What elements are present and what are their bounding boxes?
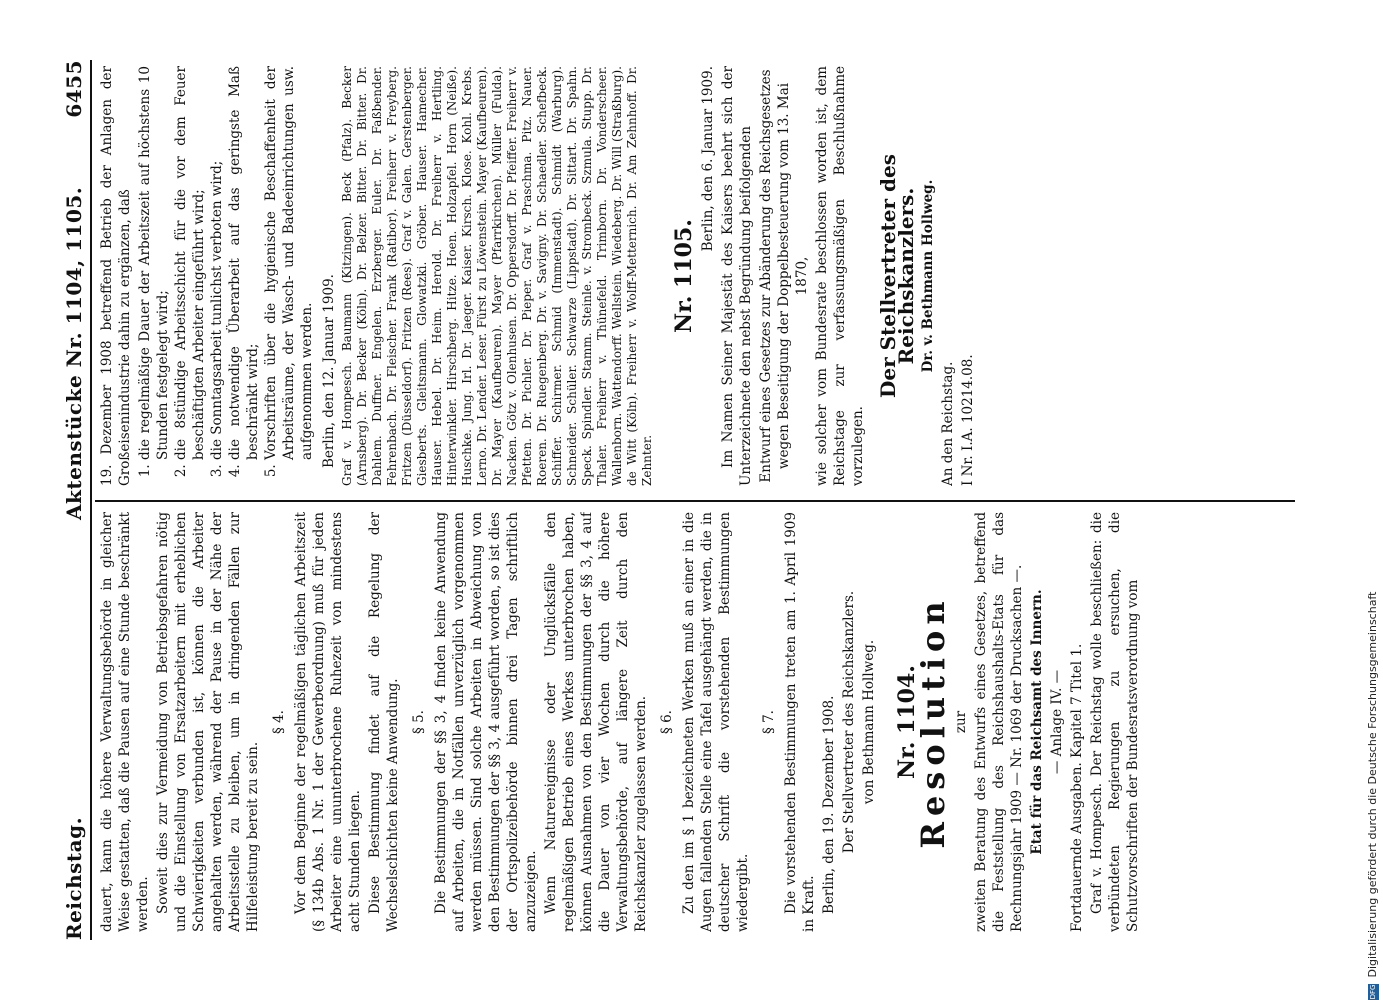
section-heading: § 5. xyxy=(411,710,427,734)
paragraph: Vor dem Beginne der regelmäßigen täglichen Arbeitszeit (§ 134b Abs. 1 Nr. 1 der Gewerbeordnung) muß für jeden Arbeiter eine ununterbrochene Ruhezeit von mindestens acht Stunden liegen. xyxy=(293,512,363,932)
left-column xyxy=(98,512,1288,932)
section-heading: § 7. xyxy=(761,710,777,734)
date-line: Berlin, den 12. Januar 1909. xyxy=(321,274,337,468)
list-item: 3. die Sonntagsarbeit tunlichst verboten wird; xyxy=(208,66,226,460)
paragraph: Wenn Naturereignisse oder Unglücksfälle den regelmäßigen Betrieb eines Werkes unterbrochen haben, können Ausnahmen von den Bestimmungen der §§ 3, 4 auf die Dauer von vier Wochen durch die höhere Verwaltungsbehörde, auf längere Zeit durch den Reichskanzler zugelassen werden. xyxy=(543,512,649,932)
footer-note xyxy=(1366,0,1379,1000)
signature-name: Dr. v. Bethmann Hollweg. xyxy=(920,179,936,373)
paragraph: Die Bestimmungen der §§ 3, 4 finden keine Anwendung auf Arbeiten, die in Notfällen unverzüglich vorgenommen werden müssen. Sind solche Arbeiten in Abweichung von den Bestimmungen der §§ 3, 4 ausgeführt worden, so ist dies der Ortspolizeibehörde binnen drei Tagen schriftlich anzuzeigen. xyxy=(433,512,539,932)
header-title: Aktenstücke Nr. 1104, 1105. xyxy=(62,186,86,520)
signature-name: von Bethmann Hollweg. xyxy=(861,639,877,805)
resolution-heading: Resolution xyxy=(914,595,952,849)
date-line: Berlin, den 19. Dezember 1908. xyxy=(821,695,837,914)
draft-title: Entwurf eines Gesetzes zur Abänderung des Reichsgesetzes wegen Beseitigung der Doppelbesteuerung vom 13. Mai 1870, xyxy=(758,69,810,483)
paragraph: Im Namen Seiner Majestät des Kaisers beehrt sich der Unterzeichnete den nebst Begründung beifolgenden xyxy=(720,66,754,486)
paragraph: wie solcher vom Bundesrate beschlossen worden ist, dem Reichstage zur verfassungsmäßigen Beschlußnahme vorzulegen. xyxy=(814,66,866,486)
date-line: Berlin, den 6. Januar 1909. xyxy=(700,66,716,252)
signers-list: Graf v. Hompesch. Baumann (Kitzingen). Beck (Pfalz). Becker (Arnsberg). Dr. Becker (Köln). Dr. Belzer. Bitter. Dr. Bitter. Dr. Dahlem. Duffner. Engelen. Erzberger. Euler. Dr. Faßbender. Fehrenbach. Dr. Fleischer. Frank (Ratibor). Freiherr v. Freyberg. Fritzen (Düsseldorf). Fritzen (Rees). Graf v. Galen. Gerstenberger. Giesberts. Gleitsmann. Glowatzki. Gröber. Hauser. Hamecher. Hauser. Hebel. Dr. Heim. Herold. Dr. Freiherr v. Hertling. Hinterwinkler. Hirschberg. Hitze. Hoen. Holzapfel. Horn (Neiße). Huschke. Jung. Irl. Dr. Jaeger. Kaiser. Kirsch. Klose. Kohl. Krebs. Lerno. Dr. Lender. Leser. Fürst zu Löwenstein. Mayer (Kaufbeuren). Dr. Mayer (Kaufbeuren). Mayer (Pfarrkirchen). Müller (Fulda). Nacken. Götz v. Olenhusen. Dr. Oppersdorff. Dr. Pfeiffer. Freiherr v. Pfetten. Dr. Pichler. Dr. Pieper. Graf v. Praschma. Pitz. Nauer. Roeren. Dr. Ruegenberg. Dr. v. Savigny. Dr. Schaedler. Schefbeck. Schiffer. Schirmer. Schmid (Immenstadt). Schmidt (Warburg). Schneider. Schüler. Schwarze (Lippstadt). Dr. Sittart. Dr. Spahn. Speck. Spindler. Stamm. Steinle. v. Strombeck. Szmula. Stupp. Dr. Thaler. Freiherr v. Thünefeld. Trimborn. Dr. Vonderscheer. Wallenborn. Wattendorff. Wellstein. Wiedeberg. Dr. Will (Straßburg). de Witt (Köln). Freiherr v. Wolff-Metternich. Dr. Am Zehnhoff. Dr. Zehnter. xyxy=(340,66,654,486)
right-column xyxy=(98,66,1288,486)
signature-role: Der Stellvertreter des Reichskanzlers. xyxy=(876,154,918,398)
etat-heading: Etat für das Reichsamt des Innern. xyxy=(1029,589,1045,855)
anlage-label: — Anlage IV. — xyxy=(1049,669,1065,775)
paragraph: dauert, kann die höhere Verwaltungsbehörde in gleicher Weise gestatten, daß die Pausen auf eine Stunde beschränkt werden. xyxy=(99,512,151,932)
paragraph: zweiten Beratung des Entwurfs eines Gesetzes, betreffend die Feststellung des Reichshaushalts-Etats für das Rechnungsjahr 1909 — Nr. 1069 der Drucksachen —. xyxy=(973,512,1025,932)
document-number: Nr. 1104. xyxy=(894,665,920,779)
section-heading: § 6. xyxy=(659,710,675,734)
section-heading: § 4. xyxy=(271,710,287,734)
column-divider xyxy=(95,500,1295,502)
list-item: 2. die 8stündige Arbeitsschicht für die vor dem Feuer beschäftigten Arbeiter eingeführt wird; xyxy=(172,66,208,460)
reference-number: I Nr. I.A. 10214.08. xyxy=(960,354,976,486)
paragraph: Soweit dies zur Vermeidung von Betriebsgefahren nötig und die Einstellung von Ersatzarbeitern mit erheblichen Schwierigkeiten verbunden ist, können die Arbeiter angehalten werden, während der Pause in der Nähe der Arbeitsstelle zu bleiben, um in dringenden Fällen zur Hilfeleistung bereit zu sein. xyxy=(155,512,261,932)
page-number: 6455 xyxy=(62,60,86,118)
paragraph: Die vorstehenden Bestimmungen treten am 1. April 1909 in Kraft. xyxy=(783,512,817,932)
dfg-logo: DFG xyxy=(1368,984,1377,1000)
list-item: 4. die notwendige Überarbeit auf das geringste Maß beschränkt wird; xyxy=(226,66,262,460)
addressee: An den Reichstag. xyxy=(940,361,956,486)
signature-role: Der Stellvertreter des Reichskanzlers. xyxy=(841,590,857,854)
fortdauernde-label: Fortdauernde Ausgaben. Kapitel 7 Titel 1. xyxy=(1069,643,1085,932)
paragraph: Graf v. Hompesch. Der Reichstag wolle beschließen: die verbündeten Regierungen zu ersuchen, die Schutzvorschriften der Bundesratsverordnung vom xyxy=(1089,512,1141,932)
footer-text: Digitalisierung gefördert durch die Deutsche Forschungsgemeinschaft xyxy=(1366,591,1379,978)
paragraph: 19. Dezember 1908 betreffend Betrieb der Anlagen der Großeisenindustrie dahin zu ergänzen, daß xyxy=(99,66,133,486)
demands-list xyxy=(136,66,316,486)
paragraph: Zu den im § 1 bezeichneten Werken muß an einer in die Augen fallenden Stelle eine Tafel ausgehängt werden, die in deutscher Schrift die vorstehenden Bestimmungen wiedergibt. xyxy=(681,512,751,932)
zur-label: zur xyxy=(953,710,969,734)
list-item: 5. Vorschriften über die hygienische Beschaffenheit der Arbeitsräume, der Wasch- und Badeeinrichtungen usw. aufgenommen werden. xyxy=(262,66,316,460)
list-item: 1. die regelmäßige Dauer der Arbeitszeit auf höchstens 10 Stunden festgelegt wird; xyxy=(136,66,172,460)
paragraph: Diese Bestimmung findet auf die Regelung der Wechselschichten keine Anwendung. xyxy=(367,512,401,932)
document-number: Nr. 1105. xyxy=(671,219,697,333)
header-left-label: Reichstag. xyxy=(62,816,86,940)
header-rule xyxy=(90,60,92,940)
